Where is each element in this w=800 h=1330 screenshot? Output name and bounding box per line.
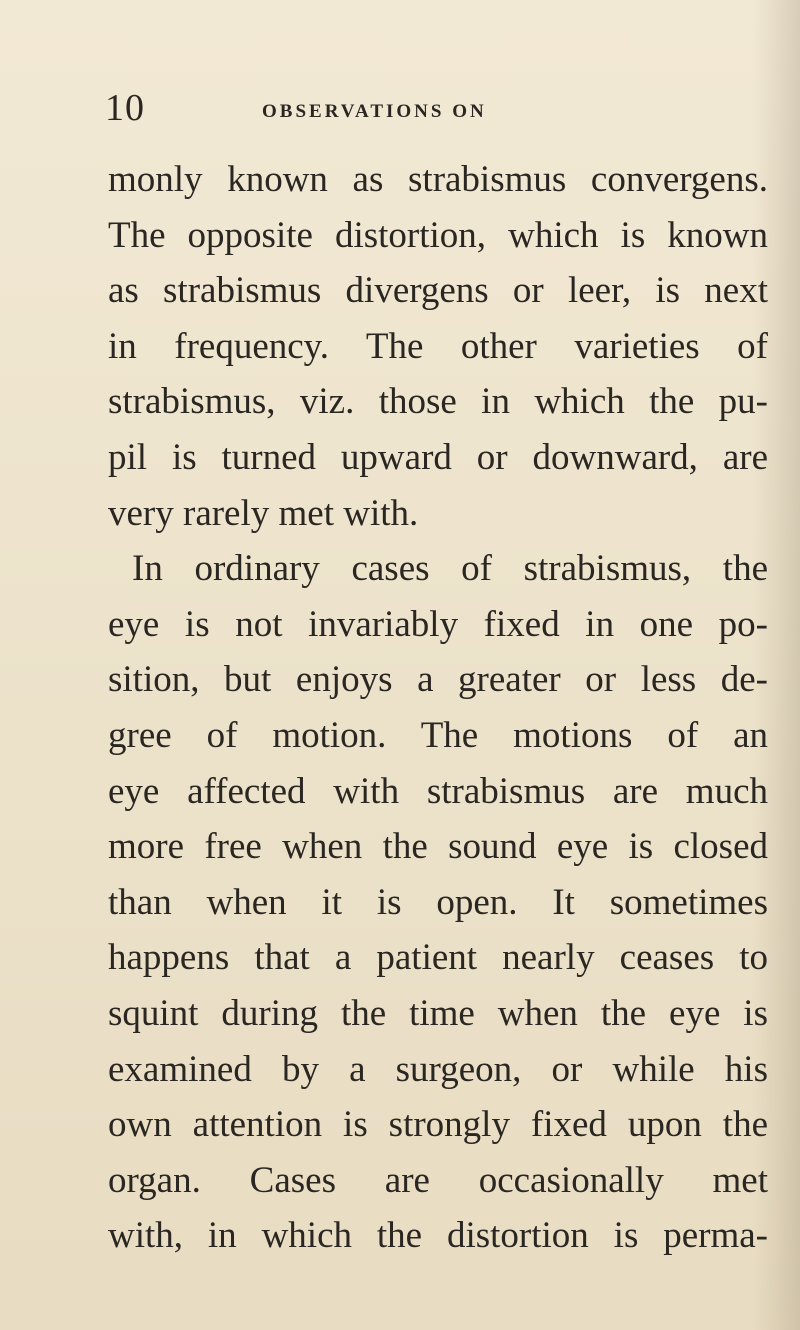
body-text bbox=[108, 152, 768, 1264]
text-line: The opposite distortion, which is known bbox=[108, 214, 768, 256]
text-line: monly known as strabismus convergens. bbox=[108, 159, 768, 200]
text-line: than when it is open. It sometimes bbox=[108, 881, 768, 923]
text-line: examined by a surgeon, or while his bbox=[108, 1048, 768, 1090]
text-line: in frequency. The other varieties of bbox=[108, 325, 768, 367]
page-header bbox=[105, 88, 705, 138]
text-line: organ. Cases are occasionally met bbox=[108, 1159, 768, 1201]
text-line: more free when the sound eye is closed bbox=[108, 826, 768, 868]
text-line: eye is not invariably fixed in one po- bbox=[108, 603, 768, 645]
text-line: sition, but enjoys a greater or less de- bbox=[108, 659, 768, 701]
text-line: gree of motion. The motions of an bbox=[108, 714, 768, 756]
text-line: squint during the time when the eye is bbox=[108, 992, 768, 1034]
text-line: pil is turned upward or downward, are bbox=[108, 436, 768, 478]
text-line: own attention is strongly fixed upon the bbox=[108, 1104, 768, 1146]
text-line: happens that a patient nearly ceases to bbox=[108, 937, 768, 979]
text-line: with, in which the distortion is perma- bbox=[108, 1215, 768, 1257]
page-number: 10 bbox=[105, 87, 145, 129]
text-line: strabismus, viz. those in which the pu- bbox=[108, 381, 768, 423]
running-head: OBSERVATIONS ON bbox=[262, 101, 487, 122]
text-line: In ordinary cases of strabismus, the bbox=[132, 548, 768, 590]
text-line: as strabismus divergens or leer, is next bbox=[108, 270, 768, 312]
text-line: eye affected with strabismus are much bbox=[108, 770, 768, 812]
text-line: very rarely met with. bbox=[108, 492, 419, 534]
